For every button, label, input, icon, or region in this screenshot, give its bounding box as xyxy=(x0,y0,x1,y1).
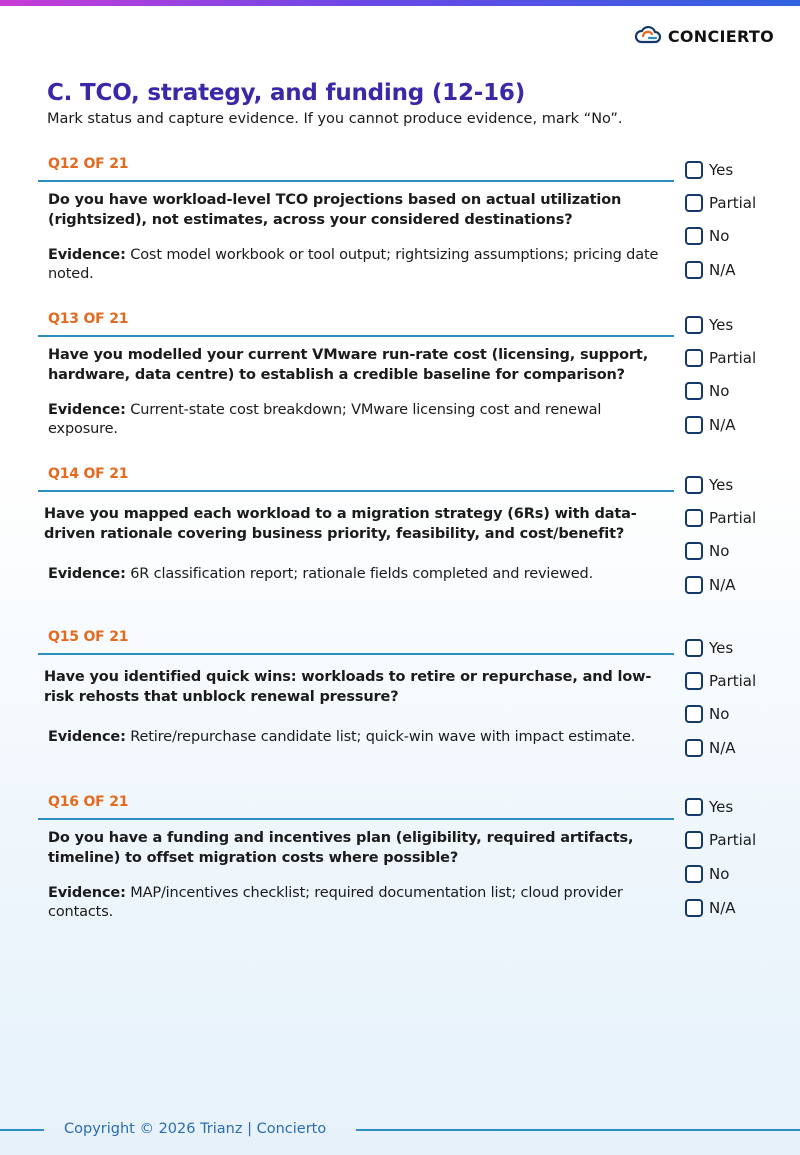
checkbox[interactable] xyxy=(685,542,703,560)
evidence-label: Evidence: xyxy=(48,729,126,745)
evidence-value: Retire/repurchase candidate list; quick-win wave with impact estimate. xyxy=(130,729,636,745)
checkbox[interactable] xyxy=(685,194,703,212)
option-no[interactable] xyxy=(685,227,729,245)
question-text: Have you identified quick wins: workloads to retire or repurchase, and low-risk rehosts that unblock renewal pressure? xyxy=(44,669,652,705)
option-label: No xyxy=(709,382,730,400)
evidence-text xyxy=(48,246,670,284)
evidence-label: Evidence: xyxy=(48,885,126,901)
option-na[interactable] xyxy=(685,416,736,434)
option-partial[interactable] xyxy=(685,509,756,527)
evidence-text xyxy=(48,565,670,584)
footer-divider-right xyxy=(356,1129,800,1131)
option-label: Yes xyxy=(709,476,734,494)
option-label: N/A xyxy=(709,576,736,594)
checkbox[interactable] xyxy=(685,831,703,849)
option-label: No xyxy=(709,865,730,883)
option-partial[interactable] xyxy=(685,831,756,849)
question-number: Q16 OF 21 xyxy=(48,794,129,810)
option-label: No xyxy=(709,542,730,560)
option-label: Yes xyxy=(709,161,734,179)
option-label: N/A xyxy=(709,899,736,917)
checkbox[interactable] xyxy=(685,739,703,757)
brand-logo xyxy=(634,26,774,46)
checkbox[interactable] xyxy=(685,639,703,657)
evidence-value: MAP/incentives checklist; required documentation list; cloud provider contacts. xyxy=(48,885,623,920)
option-label: No xyxy=(709,227,730,245)
evidence-value: Current-state cost breakdown; VMware licensing cost and renewal exposure. xyxy=(48,402,602,437)
option-na[interactable] xyxy=(685,576,736,594)
divider xyxy=(38,653,674,655)
section-subtitle: Mark status and capture evidence. If you cannot produce evidence, mark “No”. xyxy=(47,111,623,127)
section-title: C. TCO, strategy, and funding (12-16) xyxy=(47,80,526,106)
option-label: Partial xyxy=(709,349,757,367)
question-number: Q14 OF 21 xyxy=(48,466,129,482)
question-number: Q12 OF 21 xyxy=(48,156,129,172)
checkbox[interactable] xyxy=(685,416,703,434)
evidence-text xyxy=(48,728,670,747)
top-accent-bar xyxy=(0,0,800,6)
option-label: Partial xyxy=(709,509,757,527)
evidence-value: Cost model workbook or tool output; rightsizing assumptions; pricing date noted. xyxy=(48,247,659,282)
divider xyxy=(38,490,674,492)
divider xyxy=(38,180,674,182)
checkbox[interactable] xyxy=(685,899,703,917)
option-label: N/A xyxy=(709,261,736,279)
option-label: No xyxy=(709,705,730,723)
option-label: Partial xyxy=(709,672,757,690)
evidence-label: Evidence: xyxy=(48,566,126,582)
checkbox[interactable] xyxy=(685,576,703,594)
checkbox[interactable] xyxy=(685,261,703,279)
evidence-label: Evidence: xyxy=(48,247,126,263)
option-no[interactable] xyxy=(685,542,729,560)
option-label: Partial xyxy=(709,194,757,212)
evidence-value: 6R classification report; rationale fields completed and reviewed. xyxy=(130,566,594,582)
checkbox[interactable] xyxy=(685,349,703,367)
checkbox[interactable] xyxy=(685,509,703,527)
divider xyxy=(38,335,674,337)
option-partial[interactable] xyxy=(685,349,756,367)
option-na[interactable] xyxy=(685,739,736,757)
checkbox[interactable] xyxy=(685,161,703,179)
question-text: Do you have workload-level TCO projections based on actual utilization (rightsized), not estimates, across your considered destinations? xyxy=(48,192,622,228)
footer-copyright: Copyright © 2026 Trianz | Concierto xyxy=(64,1121,327,1137)
checkbox[interactable] xyxy=(685,798,703,816)
option-label: N/A xyxy=(709,739,736,757)
option-label: Yes xyxy=(709,316,734,334)
question-number: Q15 OF 21 xyxy=(48,629,129,645)
option-na[interactable] xyxy=(685,899,736,917)
option-no[interactable] xyxy=(685,705,729,723)
evidence-label: Evidence: xyxy=(48,402,126,418)
evidence-text xyxy=(48,884,670,922)
checkbox[interactable] xyxy=(685,865,703,883)
footer-divider-left xyxy=(0,1129,44,1131)
option-label: Yes xyxy=(709,798,734,816)
checkbox[interactable] xyxy=(685,672,703,690)
checkbox[interactable] xyxy=(685,382,703,400)
option-yes[interactable] xyxy=(685,316,733,334)
option-yes[interactable] xyxy=(685,161,733,179)
option-na[interactable] xyxy=(685,261,736,279)
checkbox[interactable] xyxy=(685,705,703,723)
option-label: Yes xyxy=(709,639,734,657)
question-text: Have you modelled your current VMware run-rate cost (licensing, support, hardware, data centre) to establish a credible baseline for comparison? xyxy=(48,347,649,383)
option-label: Partial xyxy=(709,831,757,849)
cloud-icon xyxy=(634,26,662,46)
brand-name: CONCIERTO xyxy=(667,26,774,46)
option-yes[interactable] xyxy=(685,798,733,816)
option-no[interactable] xyxy=(685,382,729,400)
question-number: Q13 OF 21 xyxy=(48,311,129,327)
option-partial[interactable] xyxy=(685,672,756,690)
checkbox[interactable] xyxy=(685,316,703,334)
checkbox[interactable] xyxy=(685,476,703,494)
option-no[interactable] xyxy=(685,865,729,883)
option-partial[interactable] xyxy=(685,194,756,212)
checkbox[interactable] xyxy=(685,227,703,245)
option-yes[interactable] xyxy=(685,476,733,494)
option-yes[interactable] xyxy=(685,639,733,657)
divider xyxy=(38,818,674,820)
question-text: Have you mapped each workload to a migration strategy (6Rs) with data-driven rationale covering business priority, feasibility, and cost/benefit? xyxy=(44,506,637,542)
evidence-text xyxy=(48,401,670,439)
question-text: Do you have a funding and incentives plan (eligibility, required artifacts, timeline) to offset migration costs where possible? xyxy=(48,830,634,866)
option-label: N/A xyxy=(709,416,736,434)
